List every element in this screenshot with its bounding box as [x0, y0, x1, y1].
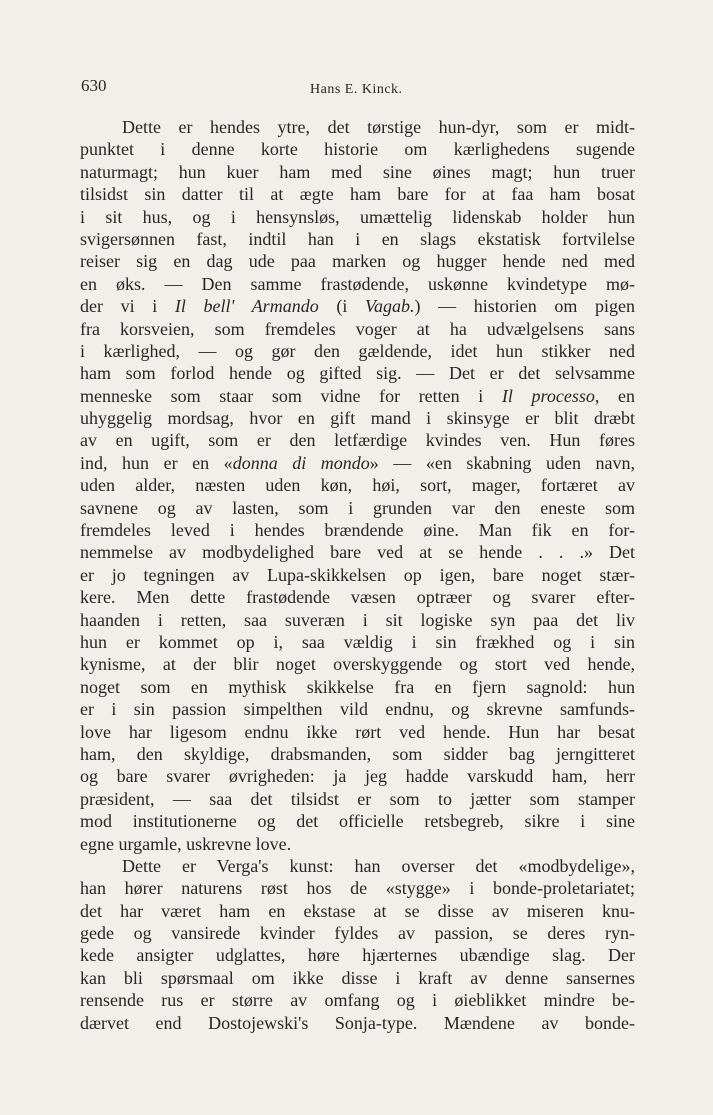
- text-line: tilsidst sin datter til at ægte ham bare for at faa ham bosat: [80, 184, 635, 205]
- text-line: reiser sig en dag ude paa marken og hugger hende ned med: [80, 251, 635, 272]
- text-line: naturmagt; hun kuer ham med sine øines magt; hun truer: [80, 161, 635, 182]
- text-line: Dette er hendes ytre, det tørstige hun-dyr, som er midt-: [122, 117, 635, 137]
- text-line: i sit hus, og i hensynsløs, umættelig lidenskab holder hun: [80, 206, 635, 227]
- text-line: love har ligesom endnu ikke rørt ved hende. Hun har besat: [80, 721, 635, 742]
- text-line: Dette er Verga's kunst: han overser det «modbydelige»,: [122, 855, 635, 876]
- text-line: hun er kommet op i, saa vældig i sin frækhed og i sin: [80, 631, 635, 652]
- text-line: kede ansigter udglattes, høre hjærternes ubændige slag. Der: [80, 945, 635, 966]
- text-line: rensende rus er større av omfang og i øieblikket mindre be-: [80, 990, 635, 1011]
- text-line: savnene og av lasten, som i grunden var den eneste som: [80, 497, 635, 518]
- text-line: han hører naturens røst hos de «stygge» i bonde-proletariatet;: [80, 878, 635, 899]
- text-line: præsident, — saa det tilsidst er som to jætter som stamper: [80, 788, 635, 809]
- text-line: kan bli spørsmaal om ikke disse i kraft av denne sansernes: [80, 967, 635, 988]
- text-line: mod institutionerne og det officielle retsbegreb, sikre i sine: [80, 811, 635, 832]
- text-line: det har været ham en ekstase at se disse av miseren knu-: [80, 900, 635, 921]
- text-lines: [80, 116, 635, 1034]
- text-line: punktet i denne korte historie om kærlighedens sugende: [80, 139, 635, 160]
- text-line: ind, hun er en «donna di mondo» — «en skabning uden navn,: [80, 452, 635, 473]
- text-line: er i sin passion simpelthen vild endnu, og skrevne samfunds-: [80, 699, 635, 720]
- text-line: en øks. — Den samme frastødende, uskønne kvindetype mø-: [80, 273, 635, 294]
- text-line: ham som forlod hende og gifted sig. — Det er det selvsamme: [80, 363, 635, 384]
- text-line: i kærlighed, — og gør den gældende, idet hun stikker ned: [80, 340, 635, 361]
- text-line: uhyggelig mordsag, hvor en gift mand i skinsyge er blit dræbt: [80, 408, 635, 429]
- page-number: 630: [81, 76, 107, 95]
- text-line: haanden i retten, saa suveræn i sit logiske syn paa det liv: [80, 609, 635, 630]
- text-line: fra korsveien, som fremdeles voger at ha udvælgelsens sans: [80, 318, 635, 339]
- text-line: ham, den skyldige, drabsmanden, som sidder bag jerngitteret: [80, 743, 635, 764]
- text-line: av en ugift, som er den letfærdige kvindes ven. Hun føres: [80, 430, 635, 451]
- running-head: Hans E. Kinck.: [310, 82, 403, 97]
- text-line: dærvet end Dostojewski's Sonja-type. Mændene av bonde-: [80, 1012, 635, 1033]
- text-line: og bare svarer øvrigheden: ja jeg hadde varskudd ham, herr: [80, 766, 635, 787]
- text-line: er jo tegningen av Lupa-skikkelsen op igen, bare noget stær-: [80, 564, 635, 585]
- text-line: kere. Men dette frastødende væsen optræer og svarer efter-: [80, 587, 635, 608]
- text-line: menneske som staar som vidne for retten i Il processo, en: [80, 385, 635, 406]
- text-line: kynisme, at der blir noget overskyggende og stort ved hende,: [80, 654, 635, 675]
- text-line: fremdeles leved i hendes brændende øine. Man fik en for-: [80, 520, 635, 541]
- text-line: der vi i Il bell' Armando (i Vagab.) — historien om pigen: [80, 296, 635, 317]
- text-line: svigersønnen fast, indtil han i en slags ekstatisk fortvilelse: [80, 228, 635, 249]
- text-line: gede og vansirede kvinder fyldes av passion, se deres ryn-: [80, 923, 635, 944]
- text-line: egne urgamle, uskrevne love.: [80, 833, 292, 854]
- text-line: nemmelse av modbydelighed bare ved at se hende . . .» Det: [80, 542, 635, 563]
- body-text: [80, 116, 635, 1034]
- text-line: noget som en mythisk skikkelse fra en fjern sagnold: hun: [80, 676, 635, 697]
- text-line: uden alder, næsten uden køn, høi, sort, mager, fortæret av: [80, 475, 635, 496]
